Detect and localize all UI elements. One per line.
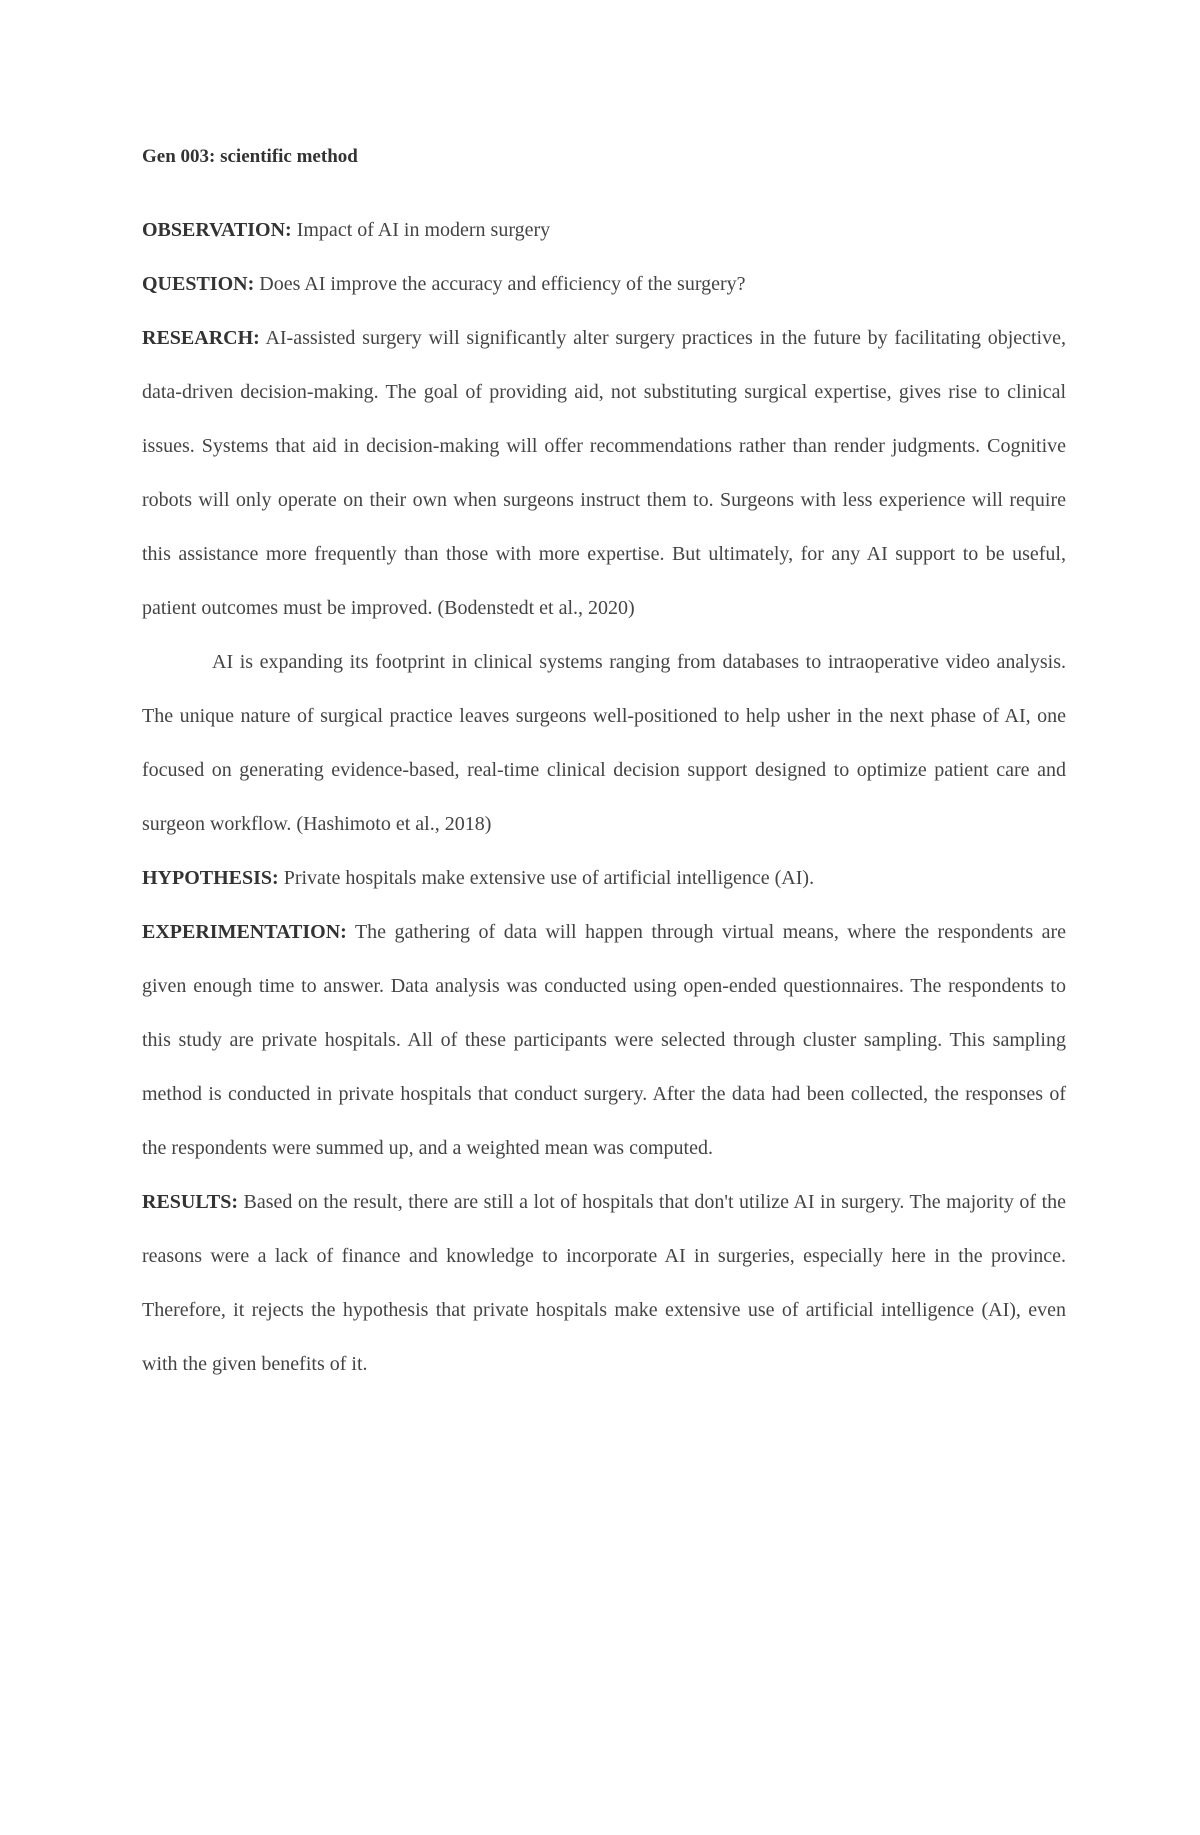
results-label: RESULTS: (142, 1191, 238, 1213)
research-text: AI-assisted surgery will significantly alter surgery practices in the future by facilitating objective, data-driven decision-making. The goal of providing aid, not substituting surgical expertise, gives rise to clinical issues. Systems that aid in decision-making will offer recommendations rather than render judgments. Cognitive robots will only operate on their own when surgeons instruct them to. Surgeons with less experience will require this assistance more frequently than those with more expertise. But ultimately, for any AI support to be useful, patient outcomes must be improved. (Bodenstedt et al., 2020) (142, 327, 1066, 619)
experimentation-text: The gathering of data will happen through virtual means, where the respondents are given enough time to answer. Data analysis was conducted using open-ended questionnaires. The respondents to this study are private hospitals. All of these participants were selected through cluster sampling. This sampling method is conducted in private hospitals that conduct surgery. After the data had been collected, the responses of the respondents were summed up, and a weighted mean was computed. (142, 921, 1066, 1159)
hypothesis-text: Private hospitals make extensive use of artificial intelligence (AI). (278, 867, 815, 889)
observation-text: Impact of AI in modern surgery (291, 219, 551, 241)
hypothesis-label: HYPOTHESIS: (142, 867, 279, 889)
question-text: Does AI improve the accuracy and efficiency of the surgery? (254, 273, 746, 295)
question-paragraph (142, 257, 1066, 311)
document-page (142, 142, 1066, 1391)
research-paragraph (142, 311, 1066, 635)
observation-label: OBSERVATION: (142, 219, 292, 241)
observation-paragraph (142, 203, 1066, 257)
experimentation-label: EXPERIMENTATION: (142, 921, 347, 943)
results-paragraph (142, 1175, 1066, 1391)
experimentation-paragraph (142, 905, 1066, 1175)
question-label: QUESTION: (142, 273, 255, 295)
research-label: RESEARCH: (142, 327, 260, 349)
document-title: Gen 003: scientific method (142, 146, 358, 167)
research-continuation-paragraph: AI is expanding its footprint in clinical systems ranging from databases to intraoperative video analysis. The unique nature of surgical practice leaves surgeons well-positioned to help usher in the next phase of AI, one focused on generating evidence-based, real-time clinical decision support designed to optimize patient care and surgeon workflow. (Hashimoto et al., 2018) (142, 651, 1066, 835)
results-text: Based on the result, there are still a lot of hospitals that don't utilize AI in surgery. The majority of the reasons were a lack of finance and knowledge to incorporate AI in surgeries, especially here in the province. Therefore, it rejects the hypothesis that private hospitals make extensive use of artificial intelligence (AI), even with the given benefits of it. (142, 1191, 1066, 1375)
hypothesis-paragraph (142, 851, 1066, 905)
